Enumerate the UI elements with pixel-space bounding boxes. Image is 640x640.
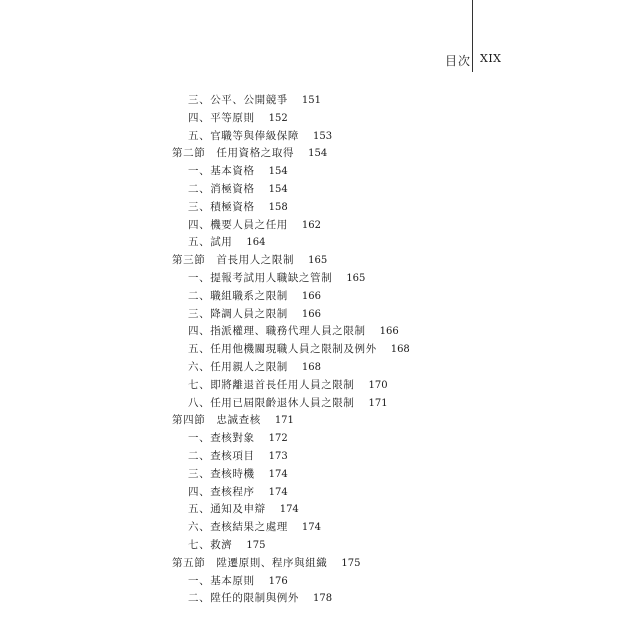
toc-subsection-entry: [0, 270, 640, 288]
toc-entry-title: 八、任用已屆限齡退休人員之限制: [188, 396, 355, 409]
toc-entry-page: 152: [268, 112, 288, 124]
toc-subsection-entry: [0, 573, 640, 591]
toc-entry-page: 178: [313, 593, 333, 605]
toc-subsection-entry: [0, 377, 640, 395]
toc-entry-title: 第二節 任用資格之取得: [172, 147, 295, 160]
toc-entry-title: 一、查核對象: [188, 432, 255, 445]
toc-entry-page: 165: [308, 255, 328, 267]
toc-subsection-entry: [0, 288, 640, 306]
toc-subsection-entry: [0, 466, 640, 484]
toc-subsection-entry: [0, 323, 640, 341]
toc-entry-page: 164: [246, 237, 266, 249]
toc-entry-page: 174: [301, 522, 321, 534]
toc-entry-page: 171: [368, 397, 388, 409]
toc-entry-page: 175: [246, 539, 266, 551]
toc-entry-title: 三、查核時機: [188, 467, 255, 480]
toc-section-entry: [0, 412, 640, 430]
toc-subsection-entry: [0, 395, 640, 413]
toc-subsection-entry: [0, 163, 640, 181]
toc-entry-page: 174: [268, 486, 288, 498]
toc-entry-page: 154: [308, 148, 328, 160]
toc-section-entry: [0, 252, 640, 270]
toc-subsection-entry: [0, 128, 640, 146]
toc-entry-title: 第四節 忠誠查核: [172, 414, 261, 427]
toc-entry-page: 172: [268, 433, 288, 445]
toc-entry-page: 171: [274, 415, 294, 427]
header-rule: [472, 0, 473, 72]
toc-entry-title: 二、消極資格: [188, 182, 255, 195]
running-head-page-number: XIX: [480, 52, 502, 65]
toc-entry-title: 五、任用他機關現職人員之限制及例外: [188, 343, 377, 356]
toc-entry-title: 三、積極資格: [188, 200, 255, 213]
toc-entry-title: 六、任用親人之限制: [188, 360, 288, 373]
toc-entry-title: 三、降調人員之限制: [188, 307, 288, 320]
toc-subsection-entry: [0, 484, 640, 502]
toc-entry-title: 四、指派權理、職務代理人員之限制: [188, 325, 366, 338]
toc-entry-page: 170: [368, 379, 388, 391]
toc-entry-title: 六、查核結果之處理: [188, 521, 288, 534]
toc-entry-page: 151: [301, 95, 321, 106]
toc-entry-page: 173: [268, 450, 288, 462]
table-of-contents: [0, 92, 640, 608]
toc-entry-title: 七、即將離退首長任用人員之限制: [188, 378, 355, 391]
toc-entry-page: 158: [268, 201, 288, 213]
toc-entry-page: 154: [268, 166, 288, 178]
toc-entry-page: 154: [268, 183, 288, 195]
toc-entry-title: 四、機要人員之任用: [188, 218, 288, 231]
toc-subsection-entry: [0, 92, 640, 110]
toc-subsection-entry: [0, 590, 640, 608]
toc-entry-page: 168: [390, 344, 410, 356]
toc-entry-page: 165: [346, 272, 366, 284]
toc-entry-title: 五、官職等與俸級保障: [188, 129, 299, 142]
toc-subsection-entry: [0, 359, 640, 377]
toc-entry-page: 166: [301, 308, 321, 320]
toc-section-entry: [0, 145, 640, 163]
toc-entry-page: 174: [279, 504, 299, 516]
toc-entry-title: 第五節 陞遷原則、程序與組織: [172, 556, 328, 569]
toc-entry-page: 175: [341, 557, 361, 569]
toc-entry-title: 五、試用: [188, 236, 233, 249]
toc-entry-title: 七、救濟: [188, 538, 233, 551]
toc-entry-title: 一、基本原則: [188, 574, 255, 587]
toc-entry-title: 一、基本資格: [188, 165, 255, 178]
toc-entry-page: 153: [313, 130, 333, 142]
running-head-title: 目次: [445, 54, 472, 68]
toc-subsection-entry: [0, 537, 640, 555]
toc-entry-title: 第三節 首長用人之限制: [172, 254, 295, 267]
toc-entry-page: 176: [268, 575, 288, 587]
toc-subsection-entry: [0, 217, 640, 235]
toc-entry-title: 四、平等原則: [188, 111, 255, 124]
toc-subsection-entry: [0, 448, 640, 466]
toc-entry-page: 166: [379, 326, 399, 338]
toc-section-entry: [0, 555, 640, 573]
toc-entry-page: 168: [301, 361, 321, 373]
toc-entry-title: 二、職組職系之限制: [188, 289, 288, 302]
toc-entry-page: 166: [301, 290, 321, 302]
toc-entry-title: 五、通知及申辯: [188, 503, 266, 516]
toc-entry-page: 162: [301, 219, 321, 231]
toc-entry-title: 二、查核項目: [188, 449, 255, 462]
toc-entry-page: 174: [268, 468, 288, 480]
toc-entry-title: 二、陞任的限制與例外: [188, 592, 299, 605]
toc-subsection-entry: [0, 306, 640, 324]
toc-entry-title: 三、公平、公開競爭: [188, 94, 288, 106]
toc-subsection-entry: [0, 341, 640, 359]
toc-subsection-entry: [0, 110, 640, 128]
toc-subsection-entry: [0, 501, 640, 519]
toc-subsection-entry: [0, 430, 640, 448]
toc-subsection-entry: [0, 199, 640, 217]
toc-subsection-entry: [0, 181, 640, 199]
toc-subsection-entry: [0, 234, 640, 252]
toc-subsection-entry: [0, 519, 640, 537]
toc-entry-title: 一、提報考試用人職缺之管制: [188, 271, 333, 284]
toc-entry-title: 四、查核程序: [188, 485, 255, 498]
